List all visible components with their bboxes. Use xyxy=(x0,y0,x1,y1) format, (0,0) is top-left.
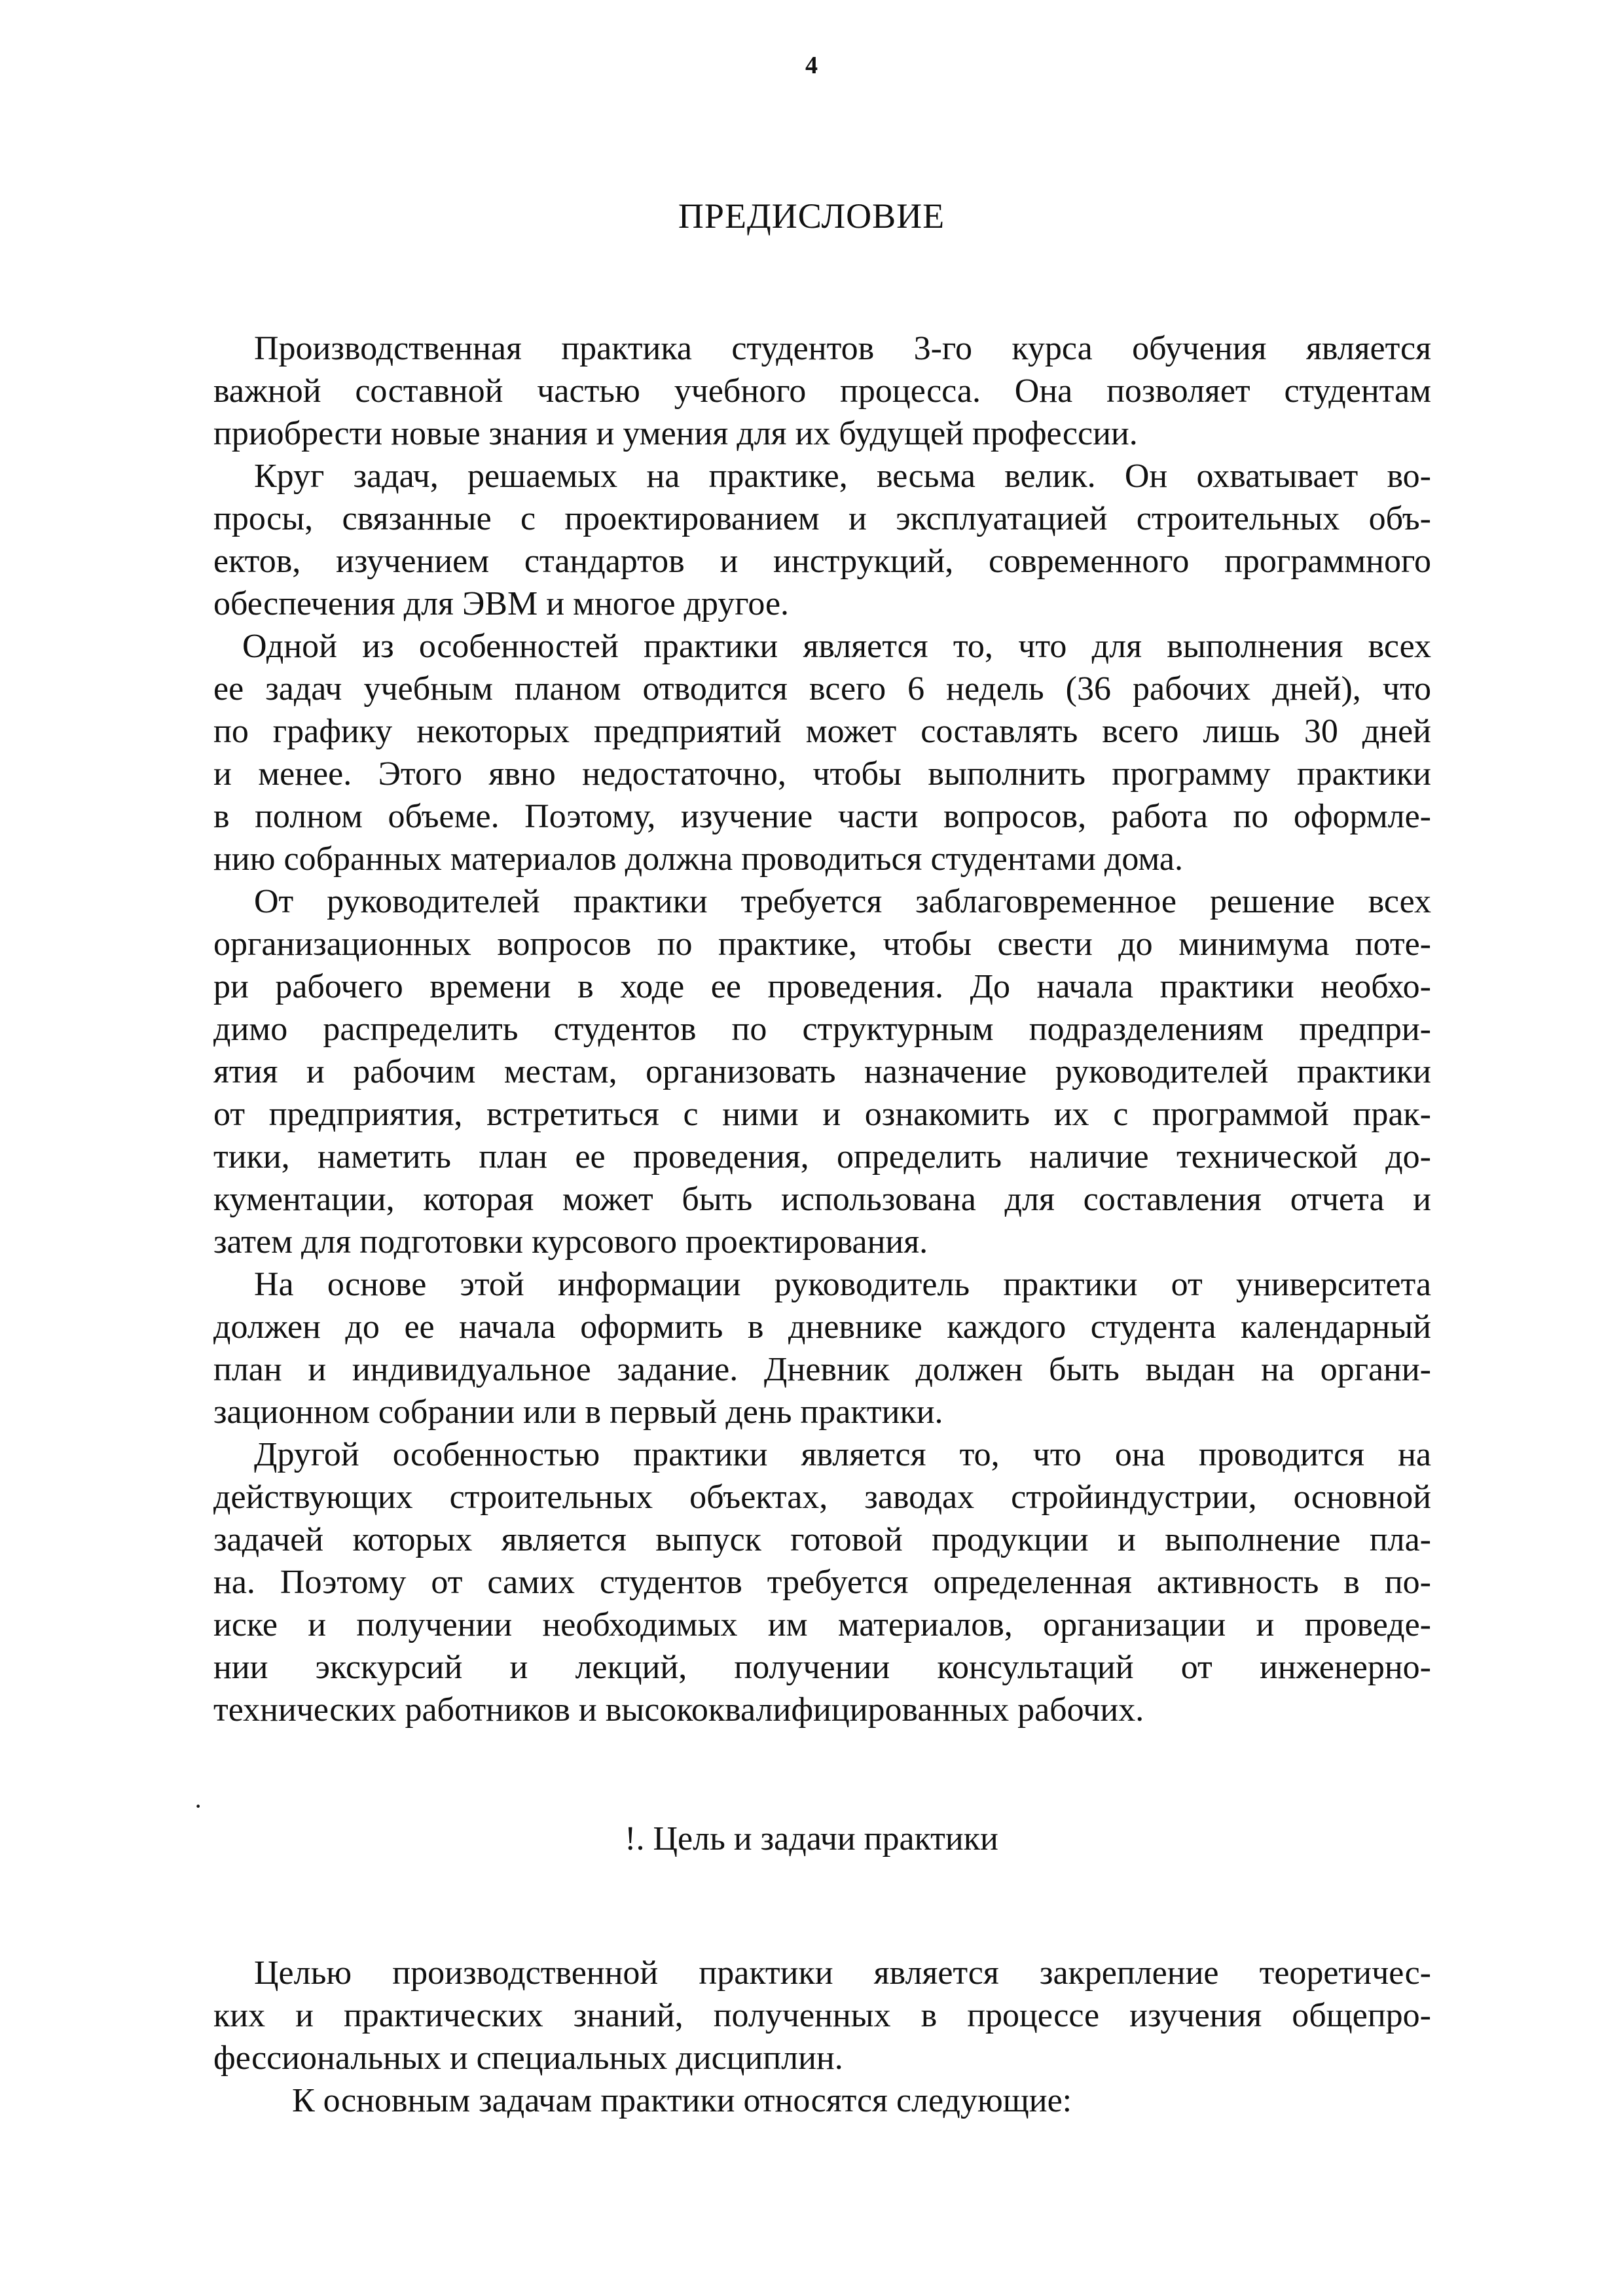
text-line: задачей которых является выпуск готовой продукции и выполнение пла- xyxy=(213,1521,1431,1558)
text-line: просы, связанные с проектированием и эксплуатацией строительных объ- xyxy=(213,500,1431,537)
text-line: ри рабочего времени в ходе ее проведения. До начала практики необхо- xyxy=(213,968,1431,1005)
text-line: организационных вопросов по практике, чтобы свести до минимума поте- xyxy=(213,925,1431,963)
text-line: ких и практических знаний, полученных в процессе изучения общепро- xyxy=(213,1997,1431,2034)
page-number: 4 xyxy=(805,52,818,79)
text-line: Другой особенностью практики является то, что она проводится на xyxy=(254,1436,1431,1473)
text-line: От руководителей практики требуется заблаговременное решение всех xyxy=(254,883,1431,920)
text-line: важной составной частью учебного процесса. Она позволяет студентам xyxy=(213,372,1431,410)
paragraph xyxy=(213,1952,1431,2079)
text-line: иске и получении необходимых им материалов, организации и проведе- xyxy=(213,1606,1431,1643)
text-line: ятия и рабочим местам, организовать назначение руководителей практики xyxy=(213,1053,1431,1090)
text-line: от предприятия, встретиться с ними и ознакомить их с программой прак- xyxy=(213,1096,1431,1133)
text-line: димо распределить студентов по структурным подразделениям предпри- xyxy=(213,1011,1431,1048)
paragraph xyxy=(213,625,1431,880)
paragraph xyxy=(213,2079,1431,2122)
text-line: технических работников и высококвалифицированных рабочих. xyxy=(213,1691,1144,1729)
text-line: На основе этой информации руководитель практики от университета xyxy=(254,1266,1431,1303)
text-line: Одной из особенностей практики является то, что для выполнения всех xyxy=(242,628,1431,665)
text-line: нии экскурсий и лекций, получении консультаций от инженерно- xyxy=(213,1649,1431,1686)
preface-paragraphs xyxy=(213,327,1431,1731)
text-line: Целью производственной практики является закрепление теоретичес- xyxy=(254,1954,1431,1992)
paragraph xyxy=(213,1263,1431,1433)
section-title: !. Цель и задачи практики xyxy=(625,1820,998,1857)
preface-body xyxy=(213,327,1431,1731)
text-line: приобрести новые знания и умения для их будущей профессии. xyxy=(213,415,1138,452)
text-line: Производственная практика студентов 3-го курса обучения является xyxy=(254,330,1431,367)
text-line: Круг задач, решаемых на практике, весьма велик. Он охватывает во- xyxy=(254,457,1431,495)
section-paragraphs xyxy=(213,1952,1431,2122)
text-line: и менее. Этого явно недостаточно, чтобы выполнить программу практики xyxy=(213,755,1431,793)
paragraph xyxy=(213,327,1431,455)
text-line: тики, наметить план ее проведения, определить наличие технической до- xyxy=(213,1138,1431,1175)
text-line: К основным задачам практики относятся следующие: xyxy=(292,2082,1072,2119)
text-line: в полном объеме. Поэтому, изучение части вопросов, работа по оформле- xyxy=(213,798,1431,835)
text-line: ее задач учебным планом отводится всего 6 недель (36 рабочих дней), что xyxy=(213,670,1431,708)
text-line: ектов, изучением стандартов и инструкций, современного программного xyxy=(213,543,1431,580)
text-line: должен до ее начала оформить в дневнике каждого студента календарный xyxy=(213,1308,1431,1346)
text-line: фессиональных и специальных дисциплин. xyxy=(213,2039,843,2077)
text-line: действующих строительных объектах, заводах стройиндустрии, основной xyxy=(213,1479,1431,1516)
text-line: кументации, которая может быть использована для составления отчета и xyxy=(213,1181,1431,1218)
text-line: по графику некоторых предприятий может составлять всего лишь 30 дней xyxy=(213,713,1431,750)
text-line: обеспечения для ЭВМ и многое другое. xyxy=(213,585,790,622)
section-body xyxy=(213,1952,1431,2122)
text-line: зационном собрании или в первый день практики. xyxy=(213,1393,943,1431)
text-line: нию собранных материалов должна проводиться студентами дома. xyxy=(213,840,1183,878)
paragraph xyxy=(213,880,1431,1263)
text-line: затем для подготовки курсового проектирования. xyxy=(213,1223,928,1261)
paragraph xyxy=(213,455,1431,625)
page-title: ПРЕДИСЛОВИЕ xyxy=(678,196,945,236)
paragraph xyxy=(213,1433,1431,1731)
stray-mark: · xyxy=(194,1791,203,1821)
text-line: план и индивидуальное задание. Дневник должен быть выдан на органи- xyxy=(213,1351,1431,1388)
text-line: на. Поэтому от самих студентов требуется определенная активность в по- xyxy=(213,1564,1431,1601)
